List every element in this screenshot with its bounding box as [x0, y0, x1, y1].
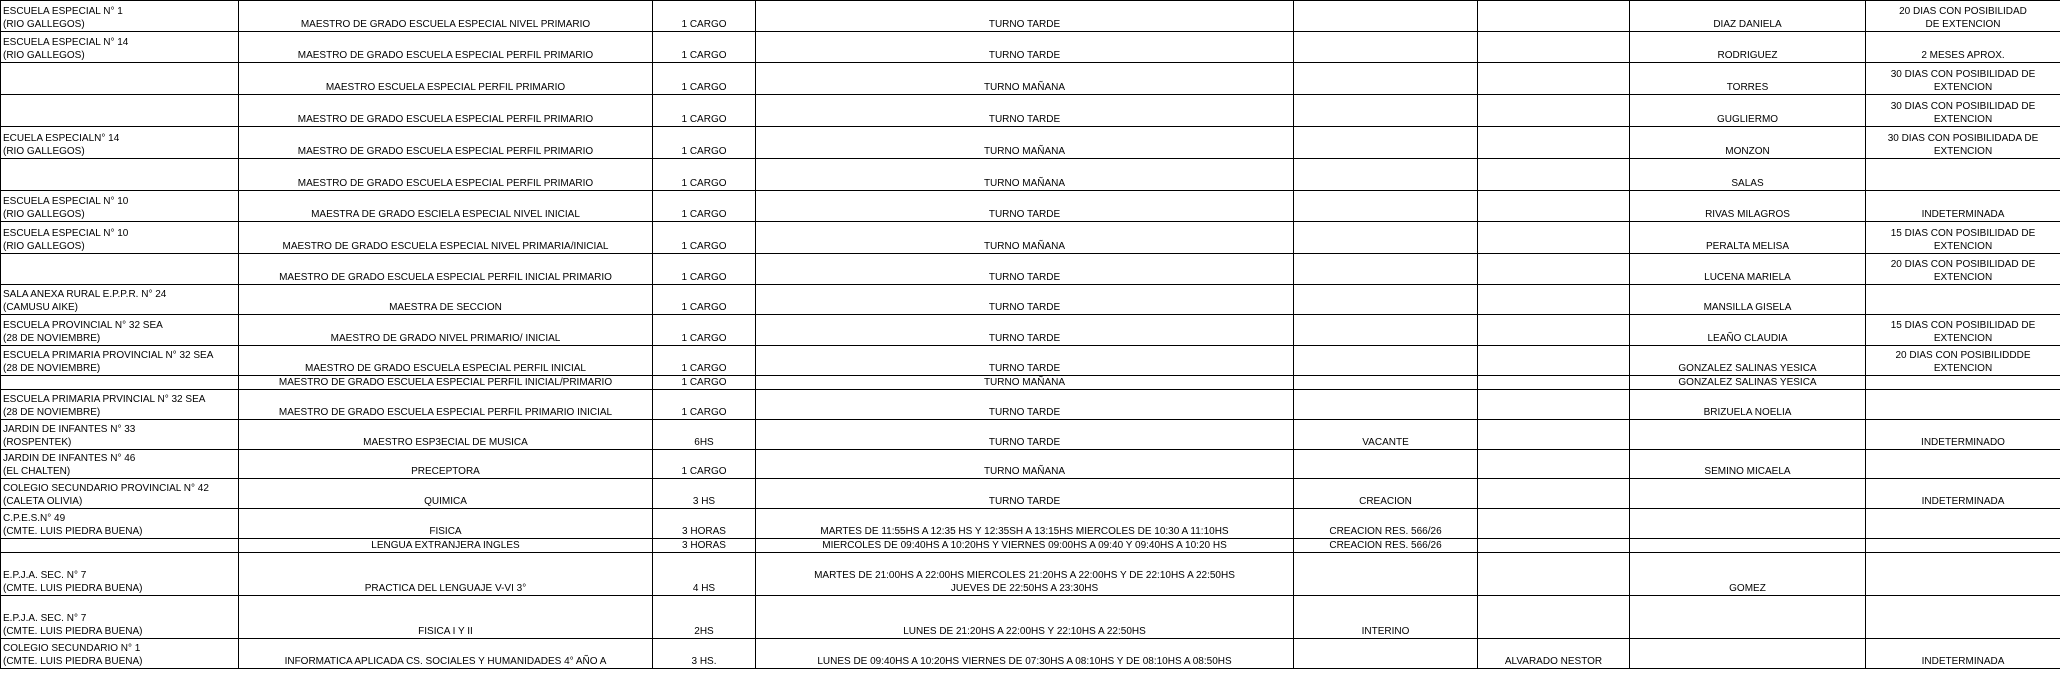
- school-cell: ECUELA ESPECIALN° 14 (RIO GALLEGOS): [1, 127, 239, 159]
- shift-cell: TURNO TARDE: [756, 315, 1294, 346]
- load-cell: 1 CARGO: [653, 127, 756, 159]
- name-cell: LUCENA MARIELA: [1630, 254, 1866, 285]
- duration-cell: [1866, 596, 2060, 639]
- table-row: [1, 254, 2060, 285]
- table-row: [1, 63, 2060, 95]
- table-row: [1, 450, 2060, 479]
- extra-cell: [1478, 315, 1630, 346]
- shift-cell: TURNO TARDE: [756, 390, 1294, 420]
- extra-cell: [1478, 222, 1630, 254]
- duration-cell: 30 DIAS CON POSIBILIDAD DE EXTENCION: [1866, 95, 2060, 127]
- duration-cell: [1866, 539, 2060, 553]
- table-row: [1, 32, 2060, 63]
- extra-cell: [1478, 596, 1630, 639]
- extra-cell: [1478, 63, 1630, 95]
- table-row: [1, 159, 2060, 191]
- table-row: [1, 639, 2060, 669]
- position-cell: MAESTRO ESP3ECIAL DE MUSICA: [239, 420, 653, 450]
- school-cell: COLEGIO SECUNDARIO PROVINCIAL N° 42 (CALETA OLIVIA): [1, 479, 239, 509]
- shift-cell: TURNO TARDE: [756, 191, 1294, 222]
- shift-cell: MIERCOLES DE 09:40HS A 10:20HS Y VIERNES 09:00HS A 09:40 Y 09:40HS A 10:20 HS: [756, 539, 1294, 553]
- school-cell: ESCUELA ESPECIAL N° 10 (RIO GALLEGOS): [1, 191, 239, 222]
- position-cell: PRACTICA DEL LENGUAJE V-VI 3°: [239, 553, 653, 596]
- status-cell: [1294, 95, 1478, 127]
- name-cell: [1630, 509, 1866, 539]
- table-row: [1, 553, 2060, 596]
- table-row: [1, 222, 2060, 254]
- duration-cell: [1866, 159, 2060, 191]
- status-cell: [1294, 254, 1478, 285]
- position-cell: MAESTRO DE GRADO ESCUELA ESPECIAL PERFIL INICIAL/PRIMARIO: [239, 376, 653, 390]
- position-cell: MAESTRO DE GRADO ESCUELA ESPECIAL PERFIL PRIMARIO: [239, 127, 653, 159]
- shift-cell: MARTES DE 21:00HS A 22:00HS MIERCOLES 21:20HS A 22:00HS Y DE 22:10HS A 22:50HS JUEVES DE 22:50HS A 23:30HS: [756, 553, 1294, 596]
- school-cell: ESCUELA PRIMARIA PROVINCIAL N° 32 SEA (28 DE NOVIEMBRE): [1, 346, 239, 376]
- school-cell: ESCUELA PRIMARIA PRVINCIAL N° 32 SEA (28 DE NOVIEMBRE): [1, 390, 239, 420]
- status-cell: [1294, 376, 1478, 390]
- shift-cell: LUNES DE 21:20HS A 22:00HS Y 22:10HS A 22:50HS: [756, 596, 1294, 639]
- extra-cell: [1478, 1, 1630, 32]
- duration-cell: INDETERMINADA: [1866, 639, 2060, 669]
- name-cell: GOMEZ: [1630, 553, 1866, 596]
- table-row: [1, 127, 2060, 159]
- duration-cell: INDETERMINADA: [1866, 191, 2060, 222]
- status-cell: [1294, 390, 1478, 420]
- load-cell: 1 CARGO: [653, 450, 756, 479]
- extra-cell: ALVARADO NESTOR: [1478, 639, 1630, 669]
- duration-cell: 20 DIAS CON POSIBILIDDDE EXTENCION: [1866, 346, 2060, 376]
- load-cell: 1 CARGO: [653, 159, 756, 191]
- name-cell: RIVAS MILAGROS: [1630, 191, 1866, 222]
- status-cell: CREACION RES. 566/26: [1294, 539, 1478, 553]
- table-row: [1, 539, 2060, 553]
- status-cell: [1294, 553, 1478, 596]
- name-cell: GONZALEZ SALINAS YESICA: [1630, 376, 1866, 390]
- load-cell: 1 CARGO: [653, 191, 756, 222]
- extra-cell: [1478, 285, 1630, 315]
- extra-cell: [1478, 346, 1630, 376]
- load-cell: 1 CARGO: [653, 315, 756, 346]
- name-cell: SEMINO MICAELA: [1630, 450, 1866, 479]
- table-row: [1, 1, 2060, 32]
- status-cell: [1294, 346, 1478, 376]
- duration-cell: INDETERMINADA: [1866, 479, 2060, 509]
- position-cell: MAESTRO DE GRADO ESCUELA ESPECIAL PERFIL PRIMARIO: [239, 159, 653, 191]
- table-row: [1, 95, 2060, 127]
- table-row: [1, 191, 2060, 222]
- position-cell: MAESTRO DE GRADO ESCUELA ESPECIAL PERFIL INICIAL: [239, 346, 653, 376]
- extra-cell: [1478, 479, 1630, 509]
- duration-cell: 30 DIAS CON POSIBILIDAD DE EXTENCION: [1866, 63, 2060, 95]
- position-cell: MAESTRO DE GRADO ESCUELA ESPECIAL PERFIL INICIAL PRIMARIO: [239, 254, 653, 285]
- status-cell: [1294, 159, 1478, 191]
- extra-cell: [1478, 539, 1630, 553]
- name-cell: BRIZUELA NOELIA: [1630, 390, 1866, 420]
- table-row: [1, 285, 2060, 315]
- position-cell: MAESTRO ESCUELA ESPECIAL PERFIL PRIMARIO: [239, 63, 653, 95]
- position-cell: INFORMATICA APLICADA CS. SOCIALES Y HUMANIDADES 4° AÑO A: [239, 639, 653, 669]
- load-cell: 1 CARGO: [653, 1, 756, 32]
- extra-cell: [1478, 254, 1630, 285]
- position-cell: MAESTRA DE GRADO ESCIELA ESPECIAL NIVEL INICIAL: [239, 191, 653, 222]
- duration-cell: 20 DIAS CON POSIBILIDAD DE EXTENCION: [1866, 1, 2060, 32]
- shift-cell: TURNO TARDE: [756, 32, 1294, 63]
- position-cell: MAESTRO DE GRADO ESCUELA ESPECIAL PERFIL PRIMARIO: [239, 32, 653, 63]
- shift-cell: TURNO MAÑANA: [756, 376, 1294, 390]
- table-row: [1, 376, 2060, 390]
- load-cell: 3 HORAS: [653, 539, 756, 553]
- name-cell: [1630, 479, 1866, 509]
- duration-cell: 2 MESES APROX.: [1866, 32, 2060, 63]
- position-cell: MAESTRO DE GRADO NIVEL PRIMARIO/ INICIAL: [239, 315, 653, 346]
- shift-cell: TURNO MAÑANA: [756, 127, 1294, 159]
- school-cell: [1, 254, 239, 285]
- school-cell: ESCUELA ESPECIAL N° 10 (RIO GALLEGOS): [1, 222, 239, 254]
- load-cell: 1 CARGO: [653, 376, 756, 390]
- position-cell: MAESTRO DE GRADO ESCUELA ESPECIAL NIVEL PRIMARIA/INICIAL: [239, 222, 653, 254]
- duration-cell: [1866, 450, 2060, 479]
- name-cell: RODRIGUEZ: [1630, 32, 1866, 63]
- duration-cell: [1866, 390, 2060, 420]
- shift-cell: TURNO TARDE: [756, 254, 1294, 285]
- load-cell: 1 CARGO: [653, 95, 756, 127]
- school-cell: COLEGIO SECUNDARIO N° 1 (CMTE. LUIS PIEDRA BUENA): [1, 639, 239, 669]
- position-cell: MAESTRO DE GRADO ESCUELA ESPECIAL PERFIL PRIMARIO: [239, 95, 653, 127]
- table-row: [1, 390, 2060, 420]
- load-cell: 1 CARGO: [653, 346, 756, 376]
- duration-cell: [1866, 285, 2060, 315]
- school-cell: SALA ANEXA RURAL E.P.P.R. N° 24 (CAMUSU AIKE): [1, 285, 239, 315]
- table-row: [1, 509, 2060, 539]
- table-row: [1, 315, 2060, 346]
- name-cell: SALAS: [1630, 159, 1866, 191]
- extra-cell: [1478, 420, 1630, 450]
- shift-cell: TURNO TARDE: [756, 285, 1294, 315]
- load-cell: 1 CARGO: [653, 32, 756, 63]
- shift-cell: TURNO MAÑANA: [756, 159, 1294, 191]
- position-cell: PRECEPTORA: [239, 450, 653, 479]
- status-cell: [1294, 127, 1478, 159]
- load-cell: 3 HS.: [653, 639, 756, 669]
- duration-cell: 15 DIAS CON POSIBILIDAD DE EXTENCION: [1866, 222, 2060, 254]
- extra-cell: [1478, 191, 1630, 222]
- table-row: [1, 479, 2060, 509]
- load-cell: 3 HORAS: [653, 509, 756, 539]
- school-cell: JARDIN DE INFANTES N° 46 (EL CHALTEN): [1, 450, 239, 479]
- table-row: [1, 596, 2060, 639]
- status-cell: [1294, 32, 1478, 63]
- name-cell: [1630, 639, 1866, 669]
- duration-cell: [1866, 553, 2060, 596]
- extra-cell: [1478, 553, 1630, 596]
- duration-cell: [1866, 376, 2060, 390]
- position-cell: MAESTRO DE GRADO ESCUELA ESPECIAL NIVEL PRIMARIO: [239, 1, 653, 32]
- load-cell: 1 CARGO: [653, 254, 756, 285]
- status-cell: CREACION RES. 566/26: [1294, 509, 1478, 539]
- position-cell: LENGUA EXTRANJERA INGLES: [239, 539, 653, 553]
- load-cell: 1 CARGO: [653, 285, 756, 315]
- name-cell: GUGLIERMO: [1630, 95, 1866, 127]
- school-cell: JARDIN DE INFANTES N° 33 (ROSPENTEK): [1, 420, 239, 450]
- shift-cell: TURNO MAÑANA: [756, 222, 1294, 254]
- school-cell: ESCUELA PROVINCIAL N° 32 SEA (28 DE NOVIEMBRE): [1, 315, 239, 346]
- extra-cell: [1478, 509, 1630, 539]
- status-cell: [1294, 285, 1478, 315]
- duration-cell: INDETERMINADO: [1866, 420, 2060, 450]
- position-cell: MAESTRO DE GRADO ESCUELA ESPECIAL PERFIL PRIMARIO INICIAL: [239, 390, 653, 420]
- duration-cell: [1866, 509, 2060, 539]
- load-cell: 3 HS: [653, 479, 756, 509]
- shift-cell: TURNO TARDE: [756, 95, 1294, 127]
- school-cell: C.P.E.S.N° 49 (CMTE. LUIS PIEDRA BUENA): [1, 509, 239, 539]
- shift-cell: TURNO TARDE: [756, 420, 1294, 450]
- extra-cell: [1478, 32, 1630, 63]
- table-row: [1, 346, 2060, 376]
- duration-cell: 30 DIAS CON POSIBILIDADA DE EXTENCION: [1866, 127, 2060, 159]
- load-cell: 4 HS: [653, 553, 756, 596]
- status-cell: [1294, 191, 1478, 222]
- extra-cell: [1478, 376, 1630, 390]
- duration-cell: 20 DIAS CON POSIBILIDAD DE EXTENCION: [1866, 254, 2060, 285]
- shift-cell: TURNO TARDE: [756, 346, 1294, 376]
- school-cell: [1, 539, 239, 553]
- name-cell: LEAÑO CLAUDIA: [1630, 315, 1866, 346]
- name-cell: PERALTA MELISA: [1630, 222, 1866, 254]
- load-cell: 1 CARGO: [653, 390, 756, 420]
- name-cell: [1630, 539, 1866, 553]
- status-cell: [1294, 222, 1478, 254]
- load-cell: 1 CARGO: [653, 63, 756, 95]
- load-cell: 1 CARGO: [653, 222, 756, 254]
- shift-cell: TURNO MAÑANA: [756, 63, 1294, 95]
- shift-cell: TURNO TARDE: [756, 479, 1294, 509]
- school-cell: E.P.J.A. SEC. N° 7 (CMTE. LUIS PIEDRA BUENA): [1, 596, 239, 639]
- status-cell: [1294, 639, 1478, 669]
- shift-cell: MARTES DE 11:55HS A 12:35 HS Y 12:35SH A 13:15HS MIERCOLES DE 10:30 A 11:10HS: [756, 509, 1294, 539]
- load-cell: 2HS: [653, 596, 756, 639]
- status-cell: [1294, 1, 1478, 32]
- position-cell: FISICA I Y II: [239, 596, 653, 639]
- school-cell: [1, 63, 239, 95]
- shift-cell: TURNO MAÑANA: [756, 450, 1294, 479]
- status-cell: [1294, 63, 1478, 95]
- extra-cell: [1478, 127, 1630, 159]
- shift-cell: TURNO TARDE: [756, 1, 1294, 32]
- duration-cell: 15 DIAS CON POSIBILIDAD DE EXTENCION: [1866, 315, 2060, 346]
- name-cell: [1630, 596, 1866, 639]
- name-cell: MONZON: [1630, 127, 1866, 159]
- name-cell: MANSILLA GISELA: [1630, 285, 1866, 315]
- name-cell: TORRES: [1630, 63, 1866, 95]
- shift-cell: LUNES DE 09:40HS A 10:20HS VIERNES DE 07:30HS A 08:10HS Y DE 08:10HS A 08:50HS: [756, 639, 1294, 669]
- status-cell: [1294, 315, 1478, 346]
- school-cell: [1, 159, 239, 191]
- position-cell: MAESTRA DE SECCION: [239, 285, 653, 315]
- school-cell: ESCUELA ESPECIAL N° 14 (RIO GALLEGOS): [1, 32, 239, 63]
- extra-cell: [1478, 450, 1630, 479]
- status-cell: VACANTE: [1294, 420, 1478, 450]
- name-cell: [1630, 420, 1866, 450]
- position-cell: QUIMICA: [239, 479, 653, 509]
- load-cell: 6HS: [653, 420, 756, 450]
- school-cell: E.P.J.A. SEC. N° 7 (CMTE. LUIS PIEDRA BUENA): [1, 553, 239, 596]
- extra-cell: [1478, 159, 1630, 191]
- table-row: [1, 420, 2060, 450]
- position-cell: FISICA: [239, 509, 653, 539]
- school-cell: ESCUELA ESPECIAL N° 1 (RIO GALLEGOS): [1, 1, 239, 32]
- school-cell: [1, 376, 239, 390]
- status-cell: INTERINO: [1294, 596, 1478, 639]
- name-cell: GONZALEZ SALINAS YESICA: [1630, 346, 1866, 376]
- school-cell: [1, 95, 239, 127]
- extra-cell: [1478, 390, 1630, 420]
- status-cell: [1294, 450, 1478, 479]
- name-cell: DIAZ DANIELA: [1630, 1, 1866, 32]
- status-cell: CREACION: [1294, 479, 1478, 509]
- extra-cell: [1478, 95, 1630, 127]
